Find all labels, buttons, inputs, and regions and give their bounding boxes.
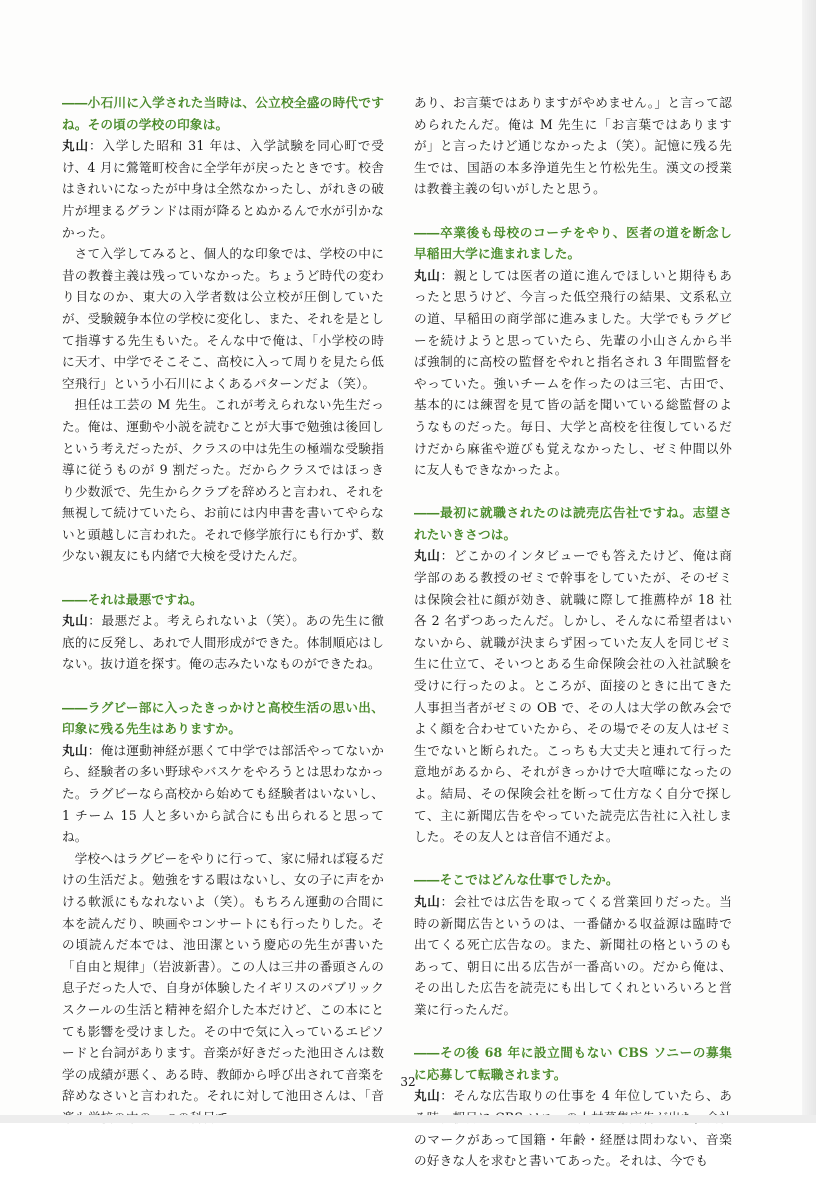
answer-paragraph: [414, 891, 732, 1021]
answer-paragraph: [414, 545, 732, 847]
answer-paragraph: [414, 1085, 732, 1171]
answer-text: ：入学した昭和 31 年は、入学試験を同心町で受け、4 月に鶯篭町校舎に全学年が戻ったときです。校舎はきれいになったが中身は全然なかったし、がれきの破片が埋まるグランドは雨が降るとぬかるんで水が引かなかった。: [62, 138, 384, 240]
qa-block-work: [414, 869, 732, 1020]
speaker-label: 丸山: [62, 613, 89, 629]
question-heading: ――ラグビー部に入ったきっかけと高校生活の思い出、印象に残る先生はありますか。: [62, 699, 384, 737]
answer-text: ：どこかのインタビューでも答えたけど、俺は商学部のある教授のゼミで幹事をしていたが、そのゼミは保険会社に顔が効き、就職に際して推薦枠が 18 社各 2 名ずつあったんだ。しかし、そんなに希望者はいないから、就職が決まらず困っていた友人を同じゼミ生に仕立て、そいつとある生命保険会社の入社試験を受けに行ったのよ。ところが、面接のときに出てきた人事担当者がゼミの OB で、その人は大学の飲み会でよく顔を合わせていたから、その場でその友人はゼミ生でないと断られた。こっちも大丈夫と連れて行った意地があるから、それがきっかけで大喧嘩になったのよ。結局、その保険会社を断って仕方なく自分で探して、主に新聞広告をやっていた読売広告社に入社しました。その友人とは音信不通だよ。: [414, 548, 732, 845]
question-heading: ――最初に就職されたのは読売広告社ですね。志望されたいきさつは。: [414, 505, 732, 542]
qa-block-first-job: [414, 502, 732, 848]
answer-paragraph: [62, 610, 384, 675]
answer-paragraph: 学校へはラグビーをやりに行って、家に帰れば寝るだけの生活だよ。勉強をする暇はないし、女の子に声をかける軟派にもなれないよ（笑）。もちろん運動の合間に本を読んだり、映画やコンサートにも行ったりした。その頃読んだ本では、池田潔という慶応の先生が書いた「自由と規律」（岩波新書）。この人は三井の番頭さんの息子だった人で、自身が体験したイギリスのパブリックスクールの生活と精神を紹介した本だけど、この本にとても影響を受けました。その中で気に入っているエピソードと台詞があります。音楽が好きだった池田さんは数学の成績が悪く、ある時、教師から呼び出されて音楽を辞めなさいと言われた。それに対して池田さんは、「音: [62, 850, 384, 1104]
qa-block-university: [414, 222, 732, 481]
speaker-label: 丸山: [414, 1088, 441, 1104]
speaker-label: 丸山: [414, 548, 441, 564]
qa-block-school-impression: [62, 92, 384, 567]
question-heading: ――そこではどんな仕事でしたか。: [414, 872, 619, 888]
speaker-label: 丸山: [414, 267, 441, 283]
question-heading: ――それは最悪ですね。: [62, 591, 203, 607]
answer-text: ：俺は運動神経が悪くて中学では部活やってないから、経験者の多い野球やバスケをやろうとは思わなかった。ラグビーなら高校から始めても経験者はいないし、1 チーム 15 人と多いから試合にも出られると思ってね。: [62, 742, 384, 845]
qa-block-rugby: [62, 697, 384, 1129]
question-heading: ――卒業後も母校のコーチをやり、医者の道を断念し早稲田大学に進まれました。: [414, 224, 732, 262]
answer-text: ：最悪だよ。考えられないよ（笑）。あの先生に徹底的に反発し、あれで人間形成ができた。体制順応はしない。抜け道を探す。俺の志みたいなものができたね。: [62, 613, 384, 672]
question-heading: ――その後 68 年に設立間もない CBS ソニーの募集に応募して転職されます。: [414, 1045, 732, 1082]
question-heading: ――小石川に入学された当時は、公立校全盛の時代ですね。その頃の学校の印象は。: [62, 95, 384, 132]
answer-paragraph: [62, 740, 384, 848]
left-column: [62, 92, 384, 1150]
answer-paragraph: [414, 265, 732, 481]
page-number: 32: [400, 1075, 416, 1089]
answer-paragraph: さて入学してみると、個人的な印象では、学校の中に昔の教養主義は残っていなかった。ちょうど時代の変わり目なのか、東大の入学者数は公立校が圧倒していたが、受験競争本位の学校に変化し、また、それを是として指導する先生もいた。そんな中で俺は、「小学校の時に天才、中学でそこそこ、高校に入って周りを見たら低空飛行」という小石川によくあるパターンだよ（笑）。: [62, 246, 384, 391]
speaker-label: 丸山: [414, 893, 441, 909]
answer-text: ：そんな広告取りの仕事を 4 年位していたら、あ のマークがあって国籍・年齢・経歴は問わない、音楽の好きな人を求むと書いてあった。それは、今でも: [414, 1088, 732, 1169]
answer-paragraph: あり、お言葉ではありますがやめません。」と言って認められたんだ。俺は M 先生に「お言葉ではありますが」と言ったけど通じなかったよ（笑）。記憶に残る先生では、国語の本多浄道先生と竹松先生。漢文の授業は教養主義の匂いがしたと思う。: [414, 95, 732, 197]
speaker-label: 丸山: [62, 138, 89, 154]
answer-paragraph: [62, 135, 384, 243]
answer-text: ：会社では広告を取ってくる営業回りだった。当時の新聞広告というのは、一番儲かる収益源は臨時で出てくる死亡広告なの。また、新聞社の格というのもあって、朝日に出る広告が一番高いの。だから俺は、その出した広告を読売にも出してくれといろいろと営業に行ったんだ。: [414, 893, 732, 1017]
qa-block-worst: [62, 589, 384, 675]
qa-block-rugby-continued: [414, 92, 732, 200]
answer-text: ：親としては医者の道に進んでほしいと期待もあったと思うけど、今言った低空飛行の結果、文系私立の道、早稲田の商学部に進みました。大学でもラグビーを続けようと思っていたら、先輩の小山さんから半ば強制的に高校の監督をやれと指名され 3 年間監督をやっていた。強いチームを作ったのは三宅、古田で、基本的には練習を見て皆の話を聞いている総監督のようなものだった。毎日、大学と高校を往復しているだけだから麻雀や遊びも覚えなかったし、ゼミ仲間以外に友人もできなかったよ。: [414, 267, 732, 478]
answer-paragraph: 担任は工芸の M 先生。これが考えられない先生だった。俺は、運動や小説を読むことが大事で勉強は後回しという考えだったが、クラスの中は先生の極端な受験指導に従うものが 9 割だった。だからクラスではほっきり少数派で、先生からクラブを辞めろと言われ、それを無視して続けていたら、お前には内申書を書いてやらないと頭越しに言われた。それで修学旅行にも行かず、数少ない親友にも内緒で大検を受けたんだ。: [62, 397, 384, 564]
right-column: [414, 92, 732, 1193]
qa-block-cbs-sony: [414, 1042, 732, 1172]
scan-edge-right: [802, 0, 816, 1123]
speaker-label: 丸山: [62, 742, 88, 758]
scan-edge-bottom: [0, 1115, 816, 1123]
